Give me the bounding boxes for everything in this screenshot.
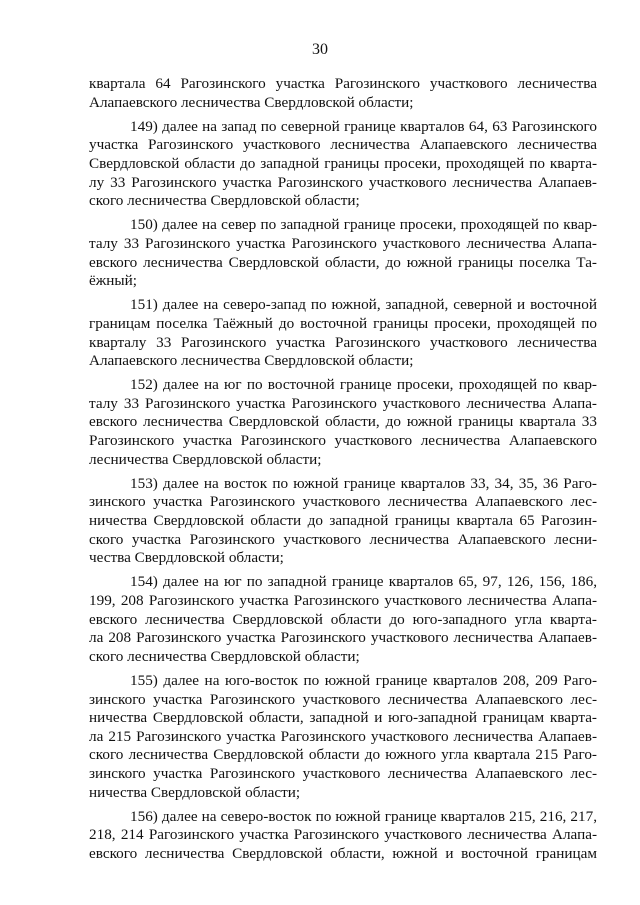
text-line: ла 215 Рагозинского участка Рагозинского участкового лесничества Алапаев-: [89, 727, 597, 745]
text-line: 149) далее на запад по северной границе кварталов 64, 63 Рагозинского: [130, 117, 597, 135]
text-line: зинского участка Рагозинского участкового лесничества Алапаевского лес-: [89, 493, 597, 511]
text-line: участка Рагозинского участкового лесничества Алапаевского лесничества: [89, 136, 597, 154]
text-line: ского лесничества Свердловской области до южного угла квартала 215 Раго-: [89, 746, 597, 764]
text-line: 199, 208 Рагозинского участка Рагозинского участкового лесничества Алапа-: [89, 592, 597, 609]
text-line: зинского участка Рагозинского участкового лесничества Алапаевского лес-: [89, 690, 597, 708]
text-line: талу 33 Рагозинского участка Рагозинского участкового лесничества Алапа-: [89, 234, 597, 252]
text-line: границам поселка Таёжный до восточной границы просеки, проходящей по: [89, 314, 597, 332]
text-line: 152) далее на юг по восточной границе просеки, проходящей по квар-: [130, 376, 597, 394]
paragraph: [89, 808, 597, 864]
text-line: Алапаевского лесничества Свердловской области;: [89, 352, 414, 370]
paragraph: [89, 376, 597, 469]
text-line: ла 208 Рагозинского участка Рагозинского участкового лесничества Алапаев-: [89, 629, 597, 647]
paragraph: [89, 75, 597, 112]
text-line: 154) далее на юг по западной границе кварталов 65, 97, 126, 156, 186,: [130, 573, 597, 591]
text-line: лу 33 Рагозинского участка Рагозинского участкового лесничества Алапаев-: [89, 173, 597, 191]
text-line: евского лесничества Свердловской области, до южной границы квартала 33: [89, 413, 597, 431]
text-line: 151) далее на северо-запад по южной, западной, северной и восточной: [130, 296, 597, 314]
paragraph: [89, 296, 597, 370]
text-line: 155) далее на юго-восток по южной границе кварталов 208, 209 Раго-: [130, 671, 597, 689]
text-line: евского лесничества Свердловской области, до южной границы поселка Та-: [89, 253, 597, 271]
document-body: [89, 75, 597, 869]
text-line: ского участка Рагозинского участкового лесничества Алапаевского лесни-: [89, 530, 597, 548]
text-line: кварталу 33 Рагозинского участка Рагозинского участкового лесничества: [89, 333, 597, 351]
text-line: квартала 64 Рагозинского участка Рагозинского участкового лесничества: [89, 75, 597, 92]
text-line: ского лесничества Свердловской области;: [89, 647, 360, 665]
paragraph: [89, 475, 597, 568]
text-line: 153) далее на восток по южной границе кварталов 33, 34, 35, 36 Раго-: [130, 474, 597, 492]
text-line: ёжный;: [89, 272, 137, 290]
text-line: Свердловской области до западной границы просеки, проходящей по кварта-: [89, 154, 597, 172]
text-line: 156) далее на северо-восток по южной границе кварталов 215, 216, 217,: [130, 807, 597, 825]
text-line: ничества Свердловской области, западной и юго-западной границам кварта-: [89, 709, 597, 727]
paragraph: [89, 672, 597, 802]
paragraph: [89, 118, 597, 211]
text-line: Рагозинского участка Рагозинского участкового лесничества Алапаевского: [89, 432, 597, 450]
text-line: евского лесничества Свердловской области до юго-западного угла кварта-: [89, 610, 597, 628]
text-line: зинского участка Рагозинского участкового лесничества Алапаевского лес-: [89, 764, 597, 782]
paragraph: [89, 573, 597, 666]
text-line: ничества Свердловской области до западной границы квартала 65 Рагозин-: [89, 512, 597, 530]
text-line: ничества Свердловской области;: [89, 783, 301, 801]
paragraph: [89, 216, 597, 290]
text-line: ского лесничества Свердловской области;: [89, 192, 360, 210]
text-line: 218, 214 Рагозинского участка Рагозинского участкового лесничества Алапа-: [89, 826, 597, 844]
page-number: 30: [312, 41, 328, 58]
text-line: евского лесничества Свердловской области, южной и восточной границам: [89, 844, 597, 862]
text-line: 150) далее на север по западной границе просеки, проходящей по квар-: [130, 216, 597, 234]
text-line: талу 33 Рагозинского участка Рагозинского участкового лесничества Алапа-: [89, 394, 597, 412]
text-line: лесничества Свердловской области;: [89, 450, 322, 468]
text-line: чества Свердловской области;: [89, 549, 284, 567]
text-line: Алапаевского лесничества Свердловской области;: [89, 93, 414, 111]
